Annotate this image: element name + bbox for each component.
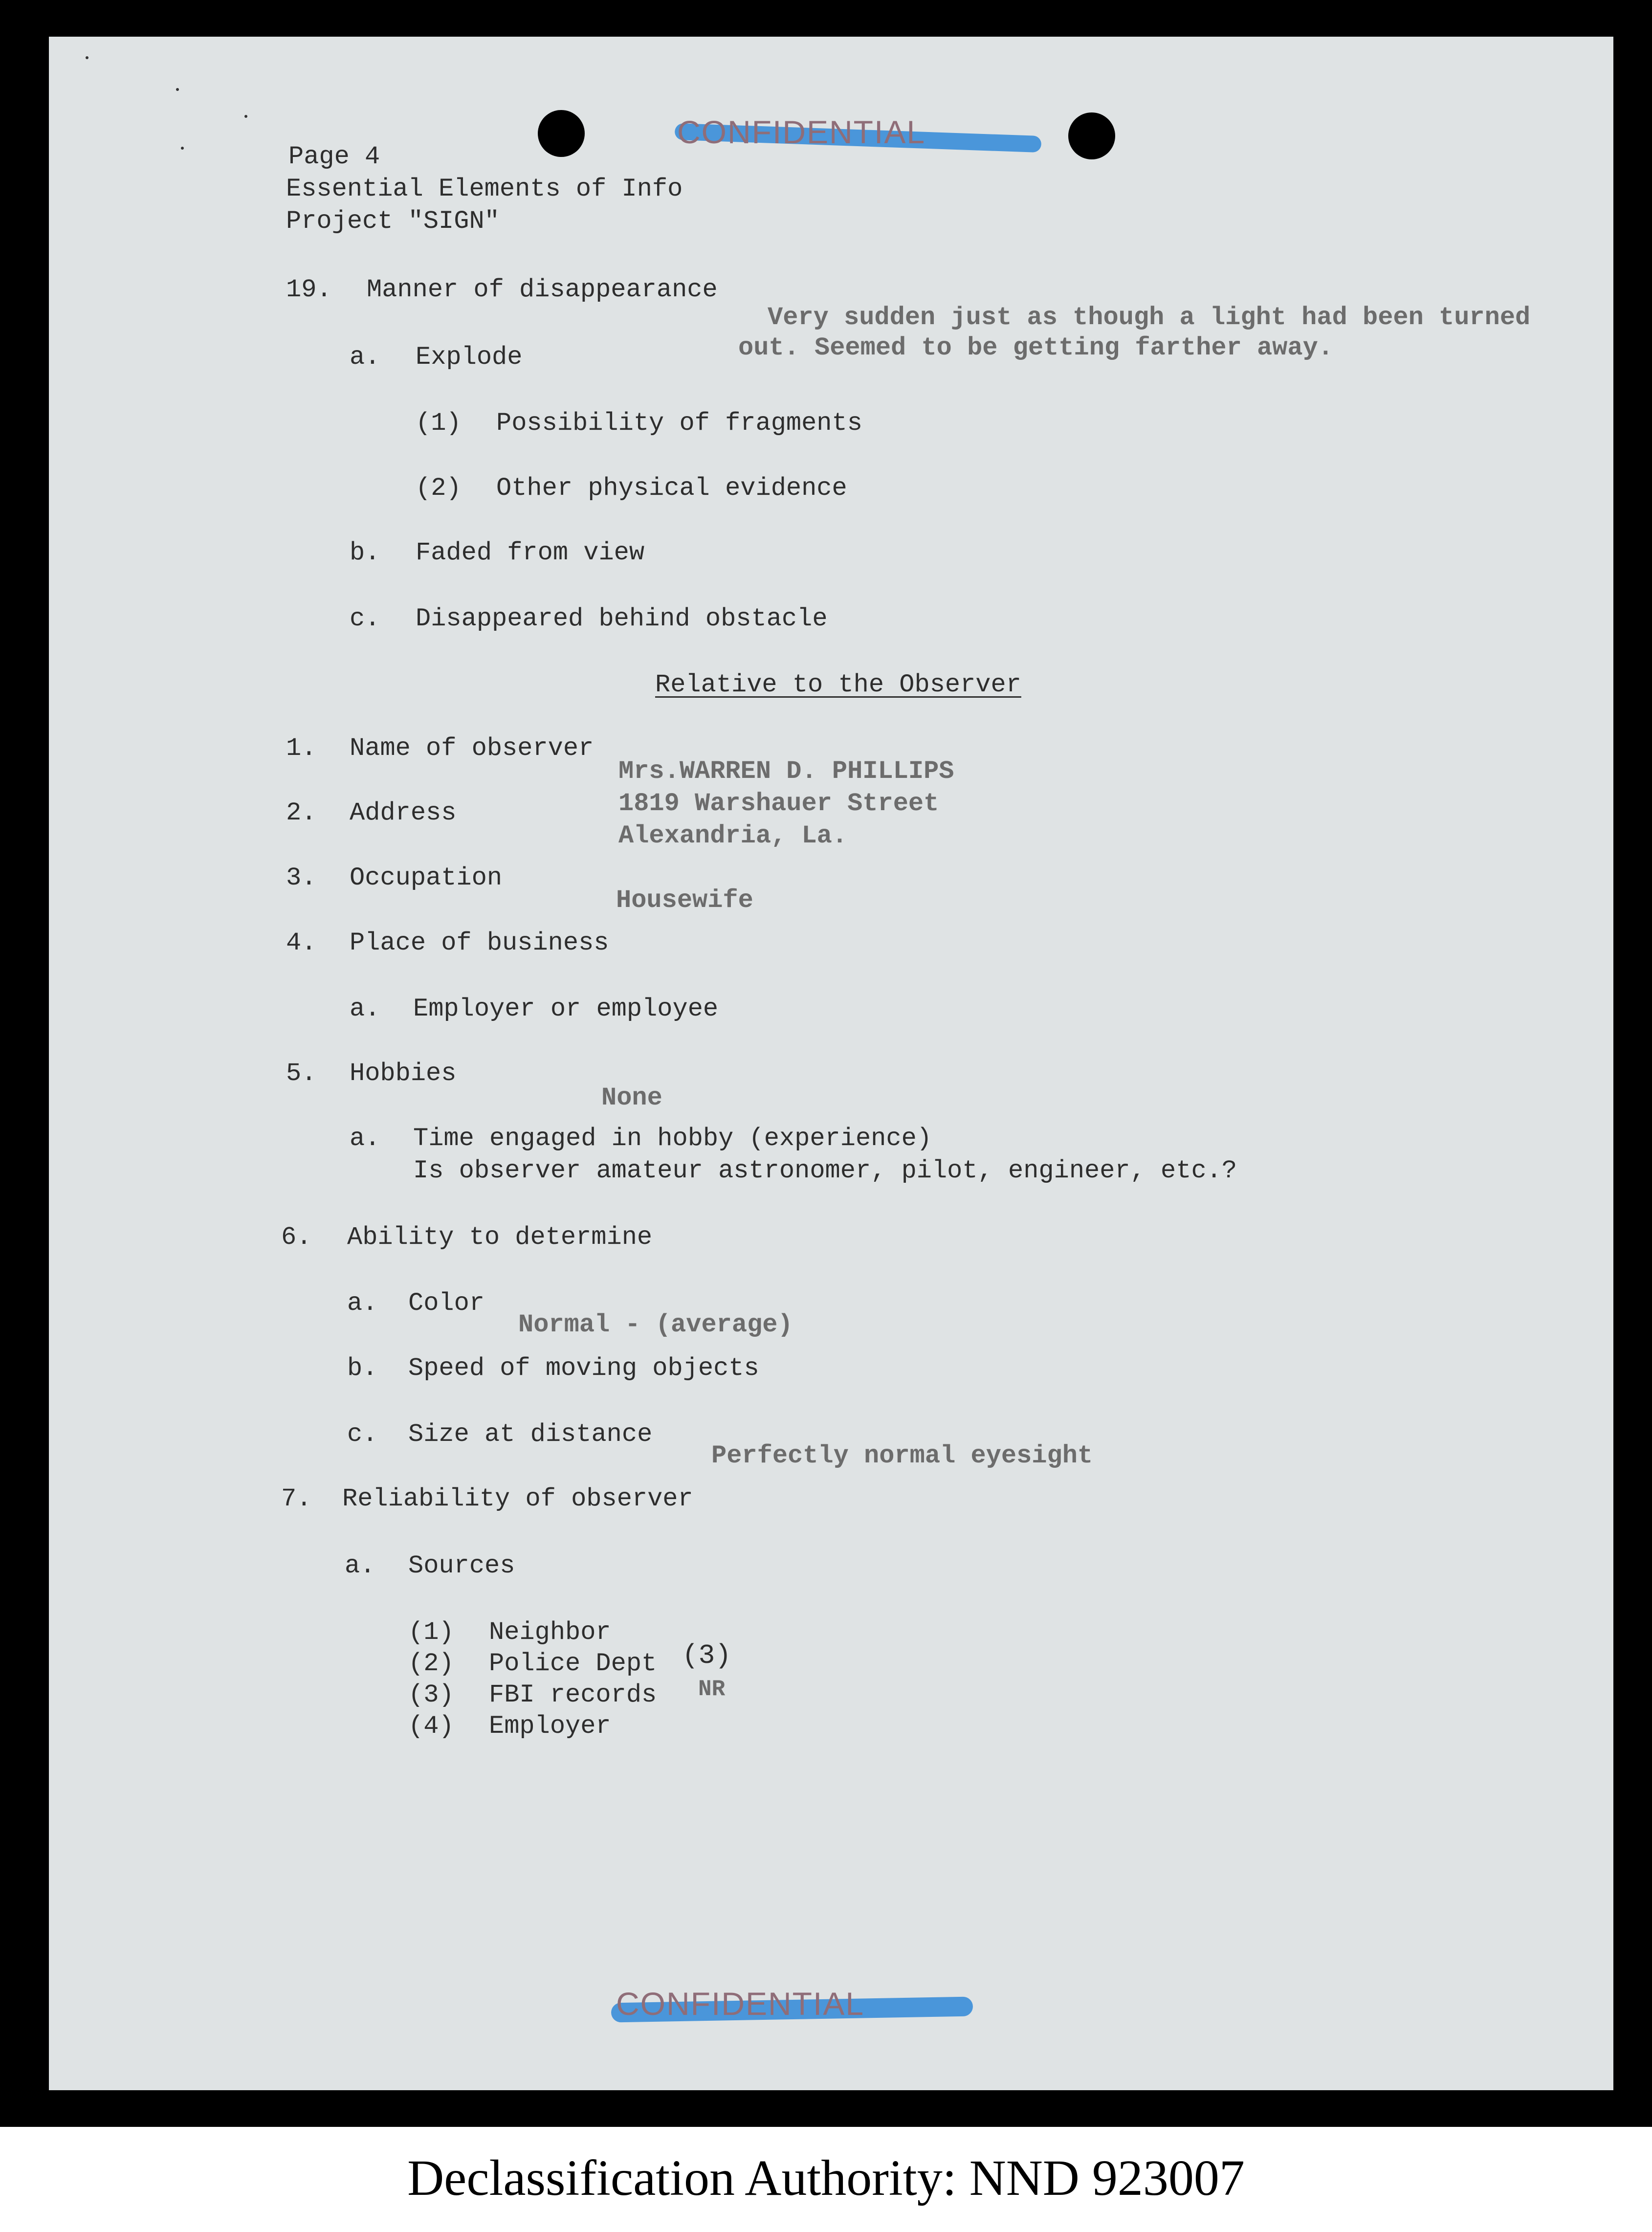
sub-sub-item-label: Possibility of fragments	[496, 409, 862, 438]
confidential-stamp-bottom: CONFIDENTIAL	[616, 1986, 865, 2022]
item-number: 5.	[286, 1059, 317, 1088]
sub-item-letter: a.	[350, 343, 380, 372]
sub-sub-item-label: Other physical evidence	[496, 474, 847, 503]
sub-item-letter: c.	[347, 1420, 378, 1449]
speck	[176, 88, 179, 91]
hobbies-answer: None	[601, 1083, 662, 1112]
speck	[86, 56, 88, 59]
sub-item-label: Employer or employee	[413, 994, 719, 1023]
sub-sub-item-number: (1)	[416, 409, 462, 438]
source-number: (4)	[408, 1712, 454, 1741]
project-name: Project "SIGN"	[286, 207, 500, 236]
sub-item-label: Size at distance	[408, 1420, 653, 1449]
source-label: Neighbor	[489, 1618, 611, 1647]
sub-item-label: Speed of moving objects	[408, 1354, 759, 1383]
document-subtitle: Essential Elements of Info	[286, 175, 683, 203]
source-number: (2)	[408, 1649, 454, 1678]
item-label: Hobbies	[350, 1059, 457, 1088]
color-answer: Normal - (average)	[518, 1310, 793, 1339]
answer-text: out. Seemed to be getting farther away.	[738, 333, 1333, 362]
page-label: Page 4	[288, 142, 380, 171]
item-label: Name of observer	[350, 734, 594, 763]
source-label: Employer	[489, 1712, 611, 1741]
item-number: 19.	[286, 275, 332, 304]
observer-name: Mrs.WARREN D. PHILLIPS	[618, 757, 954, 786]
item-label: Occupation	[350, 863, 503, 892]
speck	[181, 147, 184, 150]
section-heading: Relative to the Observer	[655, 670, 1021, 699]
punch-hole-right	[1068, 112, 1115, 159]
sub-item-label: Is observer amateur astronomer, pilot, engineer, etc.?	[413, 1156, 1237, 1185]
sub-item-letter: a.	[350, 994, 380, 1023]
item-label: Reliability of observer	[342, 1484, 693, 1513]
sub-item-letter: a.	[347, 1289, 378, 1318]
source-number: (3)	[408, 1680, 454, 1709]
size-answer: Perfectly normal eyesight	[711, 1441, 1093, 1470]
observer-city: Alexandria, La.	[618, 821, 848, 850]
speck	[244, 115, 247, 118]
item-number: 7.	[281, 1484, 312, 1513]
item-number: 1.	[286, 734, 317, 763]
sub-item-label: Time engaged in hobby (experience)	[413, 1124, 932, 1153]
item-label: Address	[350, 798, 457, 827]
sub-item-letter: b.	[347, 1354, 378, 1383]
source-label: Police Dept	[489, 1649, 657, 1678]
sub-item-letter: b.	[350, 538, 380, 567]
sub-item-label: Explode	[416, 343, 523, 372]
item-number: 3.	[286, 863, 317, 892]
source-number: (1)	[408, 1618, 454, 1647]
source-label: FBI records	[489, 1680, 657, 1709]
item-label: Ability to determine	[347, 1223, 653, 1252]
declassification-footer: Declassification Authority: NND 923007	[407, 2150, 1245, 2206]
punch-hole-left	[538, 110, 585, 157]
occupation-answer: Housewife	[616, 886, 753, 915]
sub-item-label: Faded from view	[416, 538, 645, 567]
sub-item-label: Sources	[408, 1551, 515, 1580]
sub-item-label: Disappeared behind obstacle	[416, 604, 828, 633]
handwritten-note: (3)	[682, 1640, 731, 1671]
item-number: 2.	[286, 798, 317, 827]
item-number: 6.	[281, 1223, 312, 1252]
item-number: 4.	[286, 928, 317, 957]
item-label: Manner of disappearance	[367, 275, 718, 304]
sub-sub-item-number: (2)	[416, 474, 462, 503]
observer-street: 1819 Warshauer Street	[618, 789, 939, 818]
answer-text: Very sudden just as though a light had been turned	[768, 303, 1531, 332]
handwritten-note: NR	[698, 1677, 726, 1702]
sub-item-letter: a.	[350, 1124, 380, 1153]
item-label: Place of business	[350, 928, 609, 957]
sub-item-letter: a.	[345, 1551, 375, 1580]
sub-item-letter: c.	[350, 604, 380, 633]
confidential-stamp-top: CONFIDENTIAL	[677, 114, 926, 150]
sub-item-label: Color	[408, 1289, 485, 1318]
